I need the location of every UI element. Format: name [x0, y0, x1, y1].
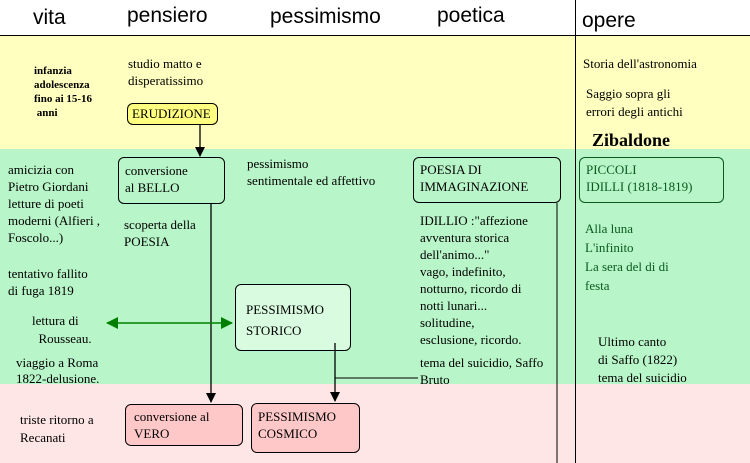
header-poetica: poetica	[437, 4, 505, 27]
vita-amicizia: amicizia con Pietro Giordani letture di poeti moderni (Alfieri , Foscolo...)	[8, 162, 101, 245]
pessimismo-cosmico-box: PESSIMISMO COSMICO	[251, 403, 360, 453]
conversione-vero-box: conversione al VERO	[125, 404, 243, 446]
vita-infanzia: infanzia adolescenza fino ai 15-16 anni	[34, 65, 93, 119]
vita-fuga: tentativo fallito di fuga 1819	[8, 266, 88, 298]
header-pensiero: pensiero	[127, 4, 208, 27]
pensiero-studio: studio matto e disperatissimo	[128, 56, 204, 88]
opere-saggio: Saggio sopra gli errori degli antichi	[586, 86, 683, 119]
vita-roma: viaggio a Roma 1822-delusione.	[16, 355, 100, 386]
poetica-idillio: IDILLIO :"affezione avventura storica dell'animo..." vago, indefinito, notturno, ricordo di notti lunari... solitudine, esclusione, ricordo.	[420, 213, 528, 347]
header-pessimismo: pessimismo	[270, 5, 381, 28]
conversione-bello-box: conversione al BELLO	[118, 157, 225, 204]
pensiero-poesia: scoperta della POESIA	[124, 217, 196, 249]
pessimismo-sentimentale: pessimismo sentimentale ed affettivo	[247, 156, 376, 188]
opere-astronomia: Storia dell'astronomia	[583, 56, 697, 71]
pessimismo-storico-box: PESSIMISMO STORICO	[235, 284, 351, 351]
vita-recanati: triste ritorno a Recanati	[20, 412, 94, 445]
opere-zibaldone: Zibaldone	[592, 130, 671, 150]
opere-saffo: Ultimo canto di Saffo (1822) tema del suicidio	[598, 334, 687, 385]
header-opere: opere	[582, 9, 636, 32]
opere-idilli-list: Alla luna L'infinito La sera del di di festa	[585, 221, 669, 293]
vita-rousseau: lettura di Rousseau.	[32, 313, 92, 346]
header-vita: vita	[33, 6, 66, 29]
poetica-suicidio: tema del suicidio, Saffo Bruto	[420, 355, 544, 387]
piccoli-idilli-box: PICCOLI IDILLI (1818-1819)	[579, 157, 724, 203]
erudizione-box: ERUDIZIONE	[127, 103, 218, 125]
poesia-immaginazione-box: POESIA DI IMMAGINAZIONE	[413, 157, 561, 203]
